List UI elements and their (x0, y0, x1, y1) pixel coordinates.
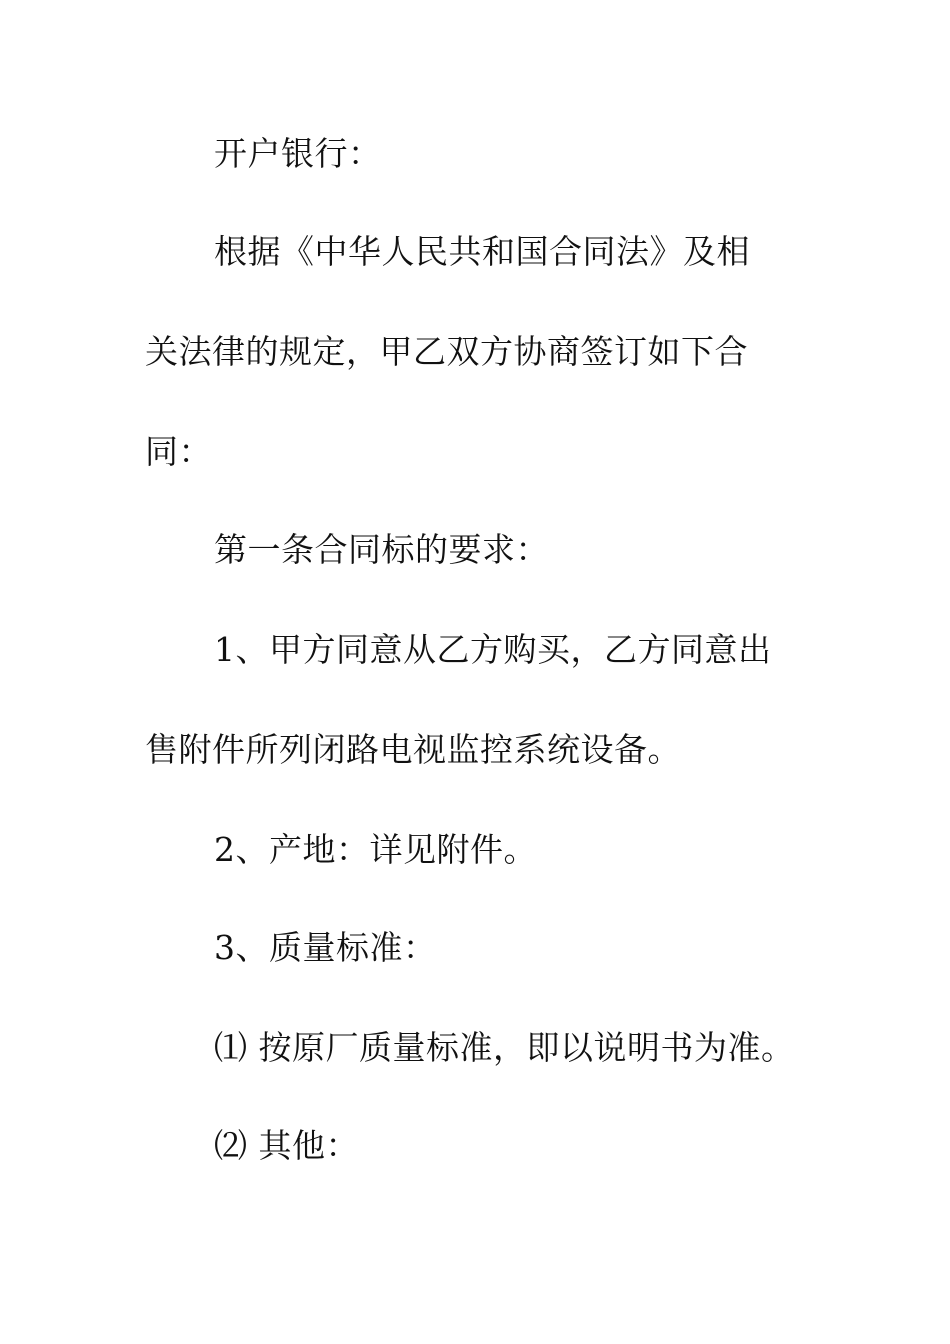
article-heading: 第一条合同标的要求： (214, 530, 549, 569)
sub-clause-line: ⑴ 按原厂质量标准，即以说明书为准。 (214, 1028, 795, 1067)
paragraph-line: 根据《中华人民共和国合同法》及相 (214, 232, 750, 271)
clause-line: 售附件所列闭路电视监控系统设备。 (145, 730, 681, 769)
clause-line: 2、产地：详见附件。 (214, 830, 537, 869)
bank-line: 开户银行： (214, 134, 382, 173)
paragraph-line: 同： (145, 432, 212, 471)
paragraph-line: 关法律的规定，甲乙双方协商签订如下合 (145, 332, 748, 371)
sub-clause-line: ⑵ 其他： (214, 1126, 359, 1165)
clause-line: 3、质量标准： (214, 928, 437, 967)
clause-line: 1、甲方同意从乙方购买，乙方同意出 (214, 630, 772, 669)
